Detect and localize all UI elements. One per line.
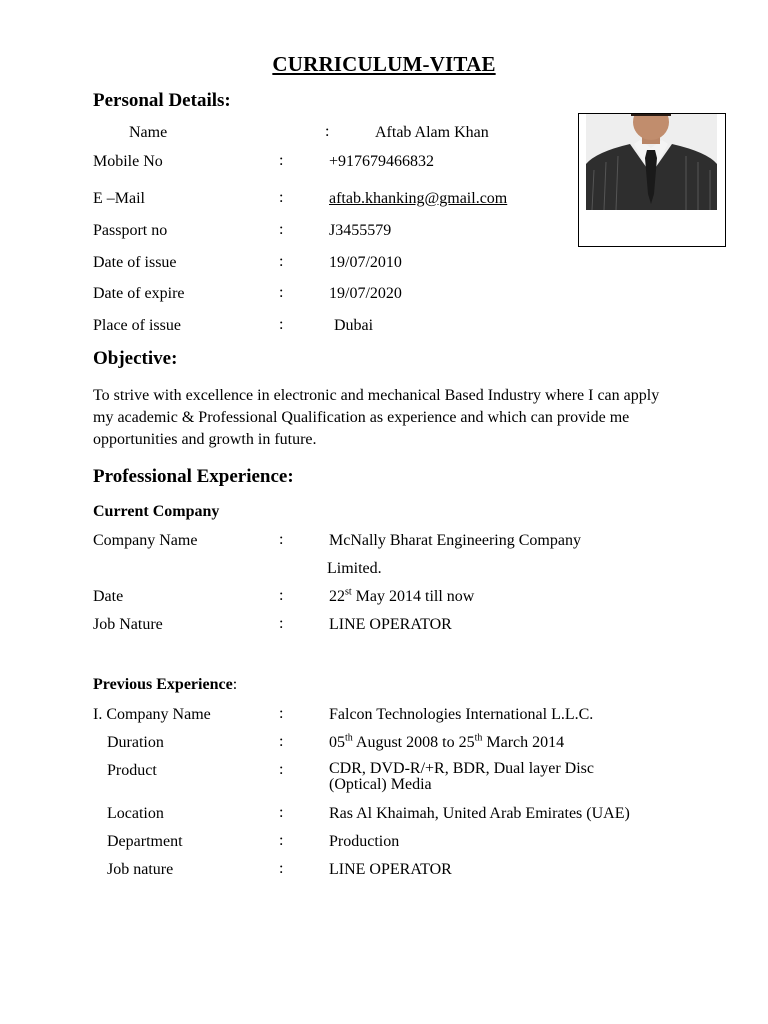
department-label: Department bbox=[107, 833, 183, 850]
product-value-line1: CDR, DVD-R/+R, BDR, Dual layer Disc bbox=[329, 760, 595, 777]
experience-heading: Professional Experience: bbox=[93, 466, 294, 487]
previous-company-colon: : bbox=[279, 705, 284, 722]
passport-label: Passport no bbox=[93, 222, 168, 239]
current-date-colon: : bbox=[279, 587, 284, 604]
issue-date-colon: : bbox=[279, 253, 284, 270]
photo-frame bbox=[578, 113, 726, 247]
objective-heading: Objective: bbox=[93, 348, 178, 369]
email-label: E –Mail bbox=[93, 190, 145, 207]
expire-date-label: Date of expire bbox=[93, 285, 185, 302]
previous-job-label: Job nature bbox=[107, 861, 174, 878]
email-colon: : bbox=[279, 189, 284, 206]
previous-company-label: I. Company Name bbox=[93, 706, 211, 723]
current-job-colon: : bbox=[279, 615, 284, 632]
personal-details-heading: Personal Details: bbox=[93, 90, 231, 111]
current-company-value-line2: Limited. bbox=[327, 560, 382, 577]
department-value: Production bbox=[329, 833, 400, 850]
current-job-value: LINE OPERATOR bbox=[329, 616, 452, 633]
location-colon: : bbox=[279, 804, 284, 821]
current-company-value-line1: McNally Bharat Engineering Company bbox=[329, 532, 581, 549]
issue-date-label: Date of issue bbox=[93, 254, 177, 271]
duration-value: 05th August 2008 to 25th March 2014 bbox=[329, 732, 565, 751]
issue-date-value: 19/07/2010 bbox=[329, 254, 402, 271]
objective-text: To strive with excellence in electronic and mechanical Based Industry where I can apply my academic & Professional Qualification as experience and which can provide me opportunities and growth in future. bbox=[93, 387, 660, 448]
passport-value: J3455579 bbox=[329, 222, 392, 239]
product-value-line2: (Optical) Media bbox=[329, 776, 432, 793]
location-value: Ras Al Khaimah, United Arab Emirates (UAE) bbox=[329, 805, 630, 822]
current-company-heading: Current Company bbox=[93, 503, 220, 520]
passport-colon: : bbox=[279, 221, 284, 238]
issue-place-label: Place of issue bbox=[93, 317, 181, 334]
product-label: Product bbox=[107, 762, 157, 779]
previous-job-colon: : bbox=[279, 860, 284, 877]
location-label: Location bbox=[107, 805, 164, 822]
current-date-label: Date bbox=[93, 588, 124, 605]
mobile-colon: : bbox=[279, 152, 284, 169]
mobile-label: Mobile No bbox=[93, 153, 163, 170]
current-company-colon: : bbox=[279, 531, 284, 548]
duration-label: Duration bbox=[107, 734, 164, 751]
mobile-value: +917679466832 bbox=[329, 153, 435, 170]
department-colon: : bbox=[279, 832, 284, 849]
previous-company-value: Falcon Technologies International L.L.C. bbox=[329, 706, 594, 723]
name-value: Aftab Alam Khan bbox=[375, 124, 489, 141]
current-job-label: Job Nature bbox=[93, 616, 163, 633]
product-colon: : bbox=[279, 761, 284, 778]
expire-date-value: 19/07/2020 bbox=[329, 285, 402, 302]
name-colon: : bbox=[325, 123, 330, 140]
duration-colon: : bbox=[279, 733, 284, 750]
previous-job-value: LINE OPERATOR bbox=[329, 861, 452, 878]
expire-date-colon: : bbox=[279, 284, 284, 301]
current-company-label: Company Name bbox=[93, 532, 198, 549]
current-date-value: 22st May 2014 till now bbox=[329, 586, 475, 605]
email-link[interactable]: aftab.khanking@gmail.com bbox=[329, 190, 508, 207]
issue-place-value: Dubai bbox=[334, 317, 374, 334]
previous-experience-heading: Previous Experience: bbox=[93, 676, 238, 693]
name-label: Name bbox=[129, 124, 168, 141]
issue-place-colon: : bbox=[279, 316, 284, 333]
profile-photo bbox=[586, 114, 717, 210]
document-title: CURRICULUM-VITAE bbox=[272, 52, 496, 76]
